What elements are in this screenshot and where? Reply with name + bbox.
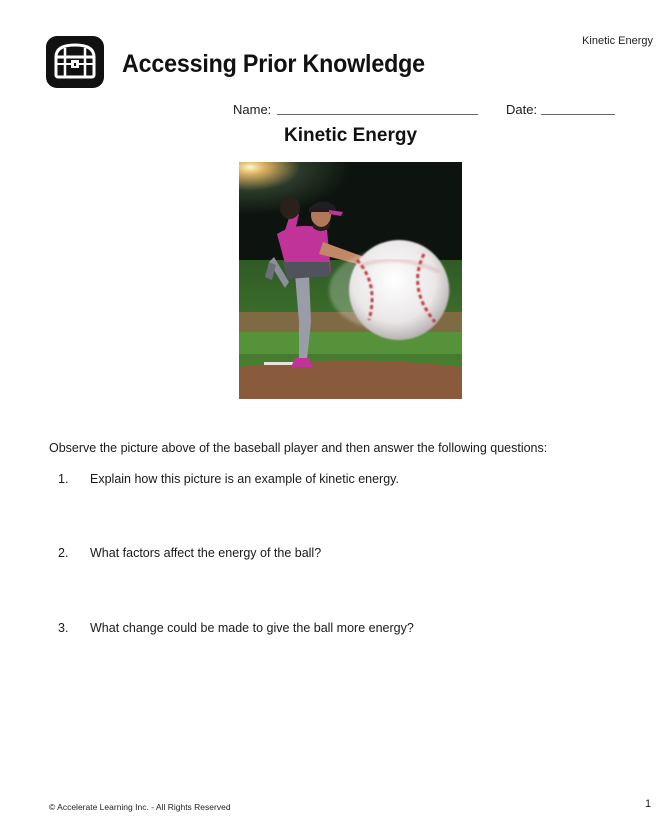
sheet-title: Kinetic Energy xyxy=(283,125,418,146)
copyright-footer: © Accelerate Learning Inc. - All Rights Reserved xyxy=(49,802,231,812)
question-number: 3. xyxy=(58,621,69,635)
page-number: 1 xyxy=(645,798,652,810)
treasure-chest-icon xyxy=(46,36,104,88)
question-number: 2. xyxy=(58,546,69,560)
name-field[interactable] xyxy=(277,114,478,115)
question-number: 1. xyxy=(58,472,69,486)
date-field[interactable] xyxy=(541,114,615,115)
question-text: Explain how this picture is an example of kinetic energy. xyxy=(90,472,399,486)
question-text: What factors affect the energy of the ball? xyxy=(90,546,322,560)
instruction-text: Observe the picture above of the baseball player and then answer the following questions: xyxy=(49,441,548,455)
question-text: What change could be made to give the ball more energy? xyxy=(90,621,414,635)
banner-title: Accessing Prior Knowledge xyxy=(122,50,425,78)
baseball-pitcher-photo xyxy=(239,162,462,399)
corner-title: Kinetic Energy xyxy=(582,35,653,47)
name-label: Name: xyxy=(233,102,272,117)
date-label: Date: xyxy=(506,102,538,117)
